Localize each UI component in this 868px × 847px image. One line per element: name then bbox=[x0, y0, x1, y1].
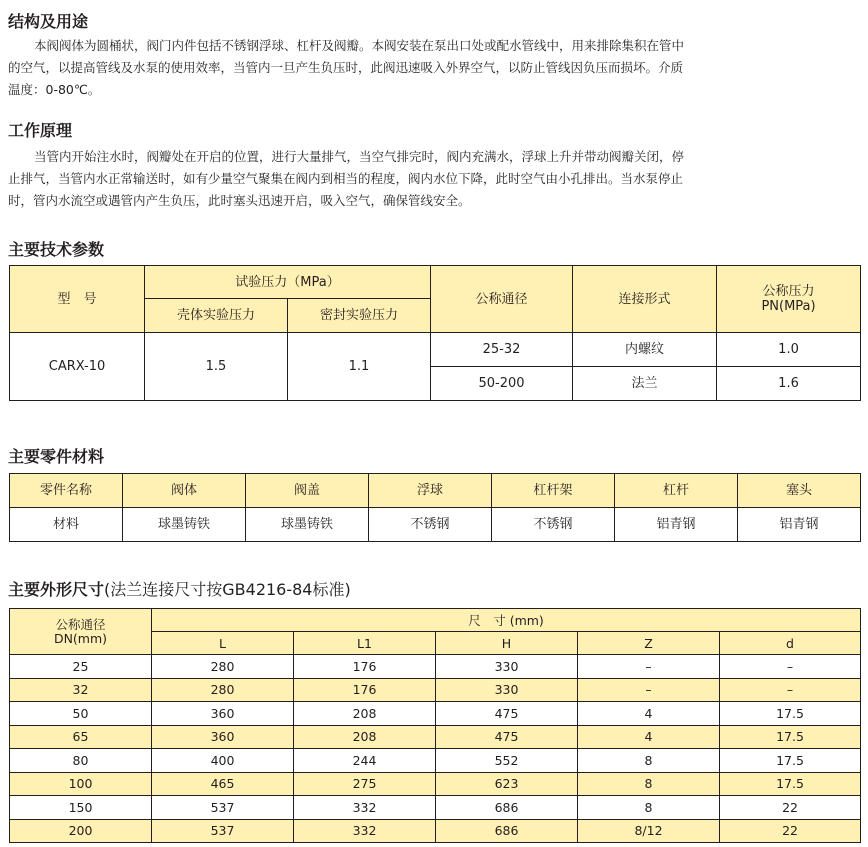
dimension-cell: 200 bbox=[10, 819, 152, 843]
materials-cell: 球墨铸铁 bbox=[123, 508, 246, 542]
dimension-cell: 17.5 bbox=[720, 702, 861, 726]
materials-header-cell: 阀体 bbox=[123, 474, 246, 508]
dimension-cell: 8/12 bbox=[578, 819, 720, 843]
dimension-cell: 360 bbox=[152, 702, 294, 726]
shell-test-value: 1.5 bbox=[145, 333, 288, 401]
dimension-cell: 150 bbox=[10, 796, 152, 820]
header-dn: 公称通径 DN(mm) bbox=[10, 609, 152, 655]
header-col: Z bbox=[578, 632, 720, 655]
principle-paragraph bbox=[8, 146, 860, 212]
materials-header-cell: 塞头 bbox=[738, 474, 861, 508]
model-value: CARX-10 bbox=[10, 333, 145, 401]
structure-line: 本阀阀体为圆桶状，阀门内件包括不锈钢浮球、杠杆及阀瓣。本阀安装在泵出口处或配水管线中，用来排除集积在管中 bbox=[34, 38, 685, 53]
materials-header-cell: 阀盖 bbox=[246, 474, 369, 508]
header-model: 型 号 bbox=[10, 266, 145, 333]
dimension-cell: 22 bbox=[720, 796, 861, 820]
materials-table bbox=[9, 473, 861, 542]
connection-value: 法兰 bbox=[573, 367, 717, 401]
table-row bbox=[10, 749, 861, 773]
dimension-cell: 623 bbox=[436, 772, 578, 796]
dn-value: 25-32 bbox=[431, 333, 573, 367]
dimension-cell: 465 bbox=[152, 772, 294, 796]
dimension-cell: 332 bbox=[294, 819, 436, 843]
dimension-cell: 475 bbox=[436, 702, 578, 726]
header-shell-test: 壳体实验压力 bbox=[145, 299, 288, 333]
seal-test-value: 1.1 bbox=[288, 333, 431, 401]
tech-params-table bbox=[9, 265, 861, 401]
dimension-cell: 280 bbox=[152, 655, 294, 679]
dimension-cell: 475 bbox=[436, 725, 578, 749]
dimensions-title: 主要外形尺寸 bbox=[8, 580, 105, 599]
header-col: L1 bbox=[294, 632, 436, 655]
dimension-cell: 22 bbox=[720, 819, 861, 843]
structure-line: 温度：0-80℃。 bbox=[8, 82, 101, 97]
dimension-cell: 17.5 bbox=[720, 772, 861, 796]
dimension-cell: – bbox=[720, 678, 861, 702]
table-row bbox=[10, 655, 861, 679]
pn-value: 1.0 bbox=[717, 333, 861, 367]
section-title-structure: 结构及用途 bbox=[8, 12, 89, 31]
dimension-cell: 8 bbox=[578, 772, 720, 796]
header-seal-test: 密封实验压力 bbox=[288, 299, 431, 333]
dimension-cell: 25 bbox=[10, 655, 152, 679]
materials-row bbox=[10, 508, 861, 542]
section-title-dimensions bbox=[8, 580, 351, 600]
dimension-cell: – bbox=[578, 678, 720, 702]
table-row bbox=[10, 333, 861, 367]
table-row bbox=[10, 819, 861, 843]
dimension-cell: 100 bbox=[10, 772, 152, 796]
dimension-cell: 176 bbox=[294, 655, 436, 679]
dimension-cell: 280 bbox=[152, 678, 294, 702]
dimension-cell: 537 bbox=[152, 796, 294, 820]
dimensions-table bbox=[9, 608, 861, 843]
table-row bbox=[10, 796, 861, 820]
section-title-principle: 工作原理 bbox=[8, 121, 73, 140]
principle-line: 时，管内水流空或遇管内产生负压，此时塞头迅速开启，吸入空气，确保管线安全。 bbox=[8, 193, 471, 208]
materials-header-row bbox=[10, 474, 861, 508]
dimension-cell: 360 bbox=[152, 725, 294, 749]
materials-cell: 材料 bbox=[10, 508, 123, 542]
header-test-pressure: 试验压力（MPa） bbox=[145, 266, 431, 299]
header-col: L bbox=[152, 632, 294, 655]
header-col: H bbox=[436, 632, 578, 655]
table-row bbox=[10, 678, 861, 702]
dimension-cell: 208 bbox=[294, 702, 436, 726]
section-title-materials: 主要零件材料 bbox=[8, 447, 105, 466]
header-nominal-pressure: 公称压力 PN(MPa) bbox=[717, 266, 861, 333]
header-connection: 连接形式 bbox=[573, 266, 717, 333]
dimension-cell: 65 bbox=[10, 725, 152, 749]
dimension-cell: 80 bbox=[10, 749, 152, 773]
dimension-cell: 8 bbox=[578, 749, 720, 773]
dimension-cell: 8 bbox=[578, 796, 720, 820]
dimension-cell: 332 bbox=[294, 796, 436, 820]
dimension-cell: 330 bbox=[436, 678, 578, 702]
dimension-cell: 4 bbox=[578, 702, 720, 726]
dimension-cell: 32 bbox=[10, 678, 152, 702]
structure-line: 的空气，以提高管线及水泵的使用效率，当管内一旦产生负压时，此阀迅速吸入外界空气，以防止管线因负压而损坏。介质 bbox=[8, 60, 684, 75]
materials-header-cell: 零件名称 bbox=[10, 474, 123, 508]
principle-line: 当管内开始注水时，阀瓣处在开启的位置，进行大量排气，当空气排完时，阀内充满水，浮球上升并带动阀瓣关闭，停 bbox=[34, 149, 685, 164]
principle-line: 止排气，当管内水正常输送时，如有少量空气聚集在阀内到相当的程度，阀内水位下降，此时空气由小孔排出。当水泵停止 bbox=[8, 171, 684, 186]
pn-value: 1.6 bbox=[717, 367, 861, 401]
connection-value: 内螺纹 bbox=[573, 333, 717, 367]
dimension-cell: 208 bbox=[294, 725, 436, 749]
materials-header-cell: 浮球 bbox=[369, 474, 492, 508]
section-title-tech-params: 主要技术参数 bbox=[8, 240, 105, 259]
dn-value: 50-200 bbox=[431, 367, 573, 401]
materials-cell: 球墨铸铁 bbox=[246, 508, 369, 542]
dimension-cell: 17.5 bbox=[720, 725, 861, 749]
dimension-cell: 4 bbox=[578, 725, 720, 749]
dimension-cell: 50 bbox=[10, 702, 152, 726]
table-row bbox=[10, 725, 861, 749]
materials-cell: 铝青钢 bbox=[615, 508, 738, 542]
dimension-cell: 686 bbox=[436, 796, 578, 820]
materials-cell: 铝青钢 bbox=[738, 508, 861, 542]
header-nominal-diameter: 公称通径 bbox=[431, 266, 573, 333]
dimension-cell: 400 bbox=[152, 749, 294, 773]
dimension-cell: 686 bbox=[436, 819, 578, 843]
materials-cell: 不锈钢 bbox=[492, 508, 615, 542]
dimensions-note: (法兰连接尺寸按GB4216-84标准) bbox=[104, 580, 351, 599]
table-row bbox=[10, 772, 861, 796]
dimension-cell: 275 bbox=[294, 772, 436, 796]
materials-cell: 不锈钢 bbox=[369, 508, 492, 542]
table-row bbox=[10, 702, 861, 726]
dimension-cell: 552 bbox=[436, 749, 578, 773]
dimension-cell: 176 bbox=[294, 678, 436, 702]
dimension-cell: 244 bbox=[294, 749, 436, 773]
materials-header-cell: 杠杆 bbox=[615, 474, 738, 508]
dimension-cell: 330 bbox=[436, 655, 578, 679]
header-size: 尺 寸 (mm) bbox=[152, 609, 861, 632]
dimension-cell: – bbox=[720, 655, 861, 679]
structure-paragraph bbox=[8, 35, 860, 101]
header-col: d bbox=[720, 632, 861, 655]
materials-header-cell: 杠杆架 bbox=[492, 474, 615, 508]
dimension-cell: 537 bbox=[152, 819, 294, 843]
dimension-cell: – bbox=[578, 655, 720, 679]
dimension-cell: 17.5 bbox=[720, 749, 861, 773]
